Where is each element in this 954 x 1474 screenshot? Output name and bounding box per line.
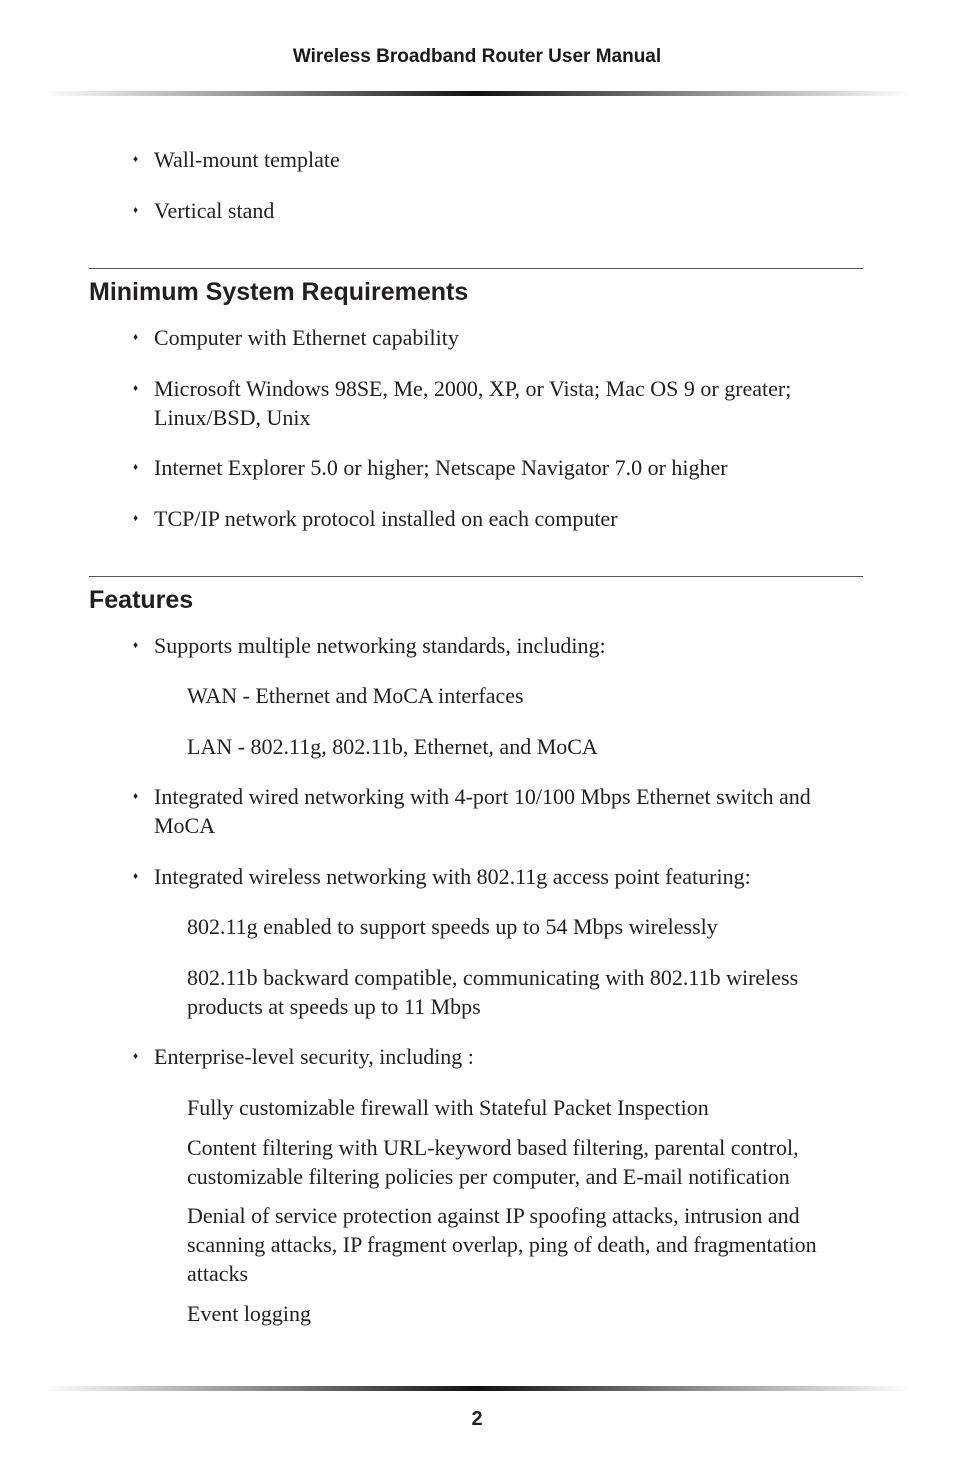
section-heading-requirements: Minimum System Requirements: [89, 278, 469, 306]
list-item: ♦ Integrated wired networking with 4-port 10/100 Mbps Ethernet switch and MoCA: [154, 782, 834, 840]
list-item: ♦ Internet Explorer 5.0 or higher; Netscape Navigator 7.0 or higher: [154, 453, 834, 482]
list-item: ♦ Supports multiple networking standards, including:: [154, 631, 834, 660]
sub-list-item: Denial of service protection against IP spoofing attacks, intrusion and scanning attacks, IP fragment overlap, ping of death, and fragmentation attacks: [187, 1203, 817, 1286]
sub-list-item: WAN - Ethernet and MoCA interfaces: [187, 683, 524, 708]
header-divider: [44, 91, 910, 96]
page-header-title: Wireless Broadband Router User Manual: [292, 46, 662, 67]
list-item: ♦ Integrated wireless networking with 802.11g access point featuring:: [154, 862, 834, 891]
section-rule: [89, 268, 863, 269]
list-item: ♦ TCP/IP network protocol installed on each computer: [154, 504, 834, 533]
list-item: ♦ Enterprise-level security, including :: [154, 1042, 834, 1071]
sub-list-item: 802.11g enabled to support speeds up to 54 Mbps wirelessly: [187, 914, 718, 939]
sub-list-item: LAN - 802.11g, 802.11b, Ethernet, and MoCA: [187, 734, 598, 759]
list-item: ♦ Microsoft Windows 98SE, Me, 2000, XP, or Vista; Mac OS 9 or greater; Linux/BSD, Unix: [154, 374, 834, 432]
list-item: ♦ Vertical stand: [154, 196, 834, 225]
sub-list-item: 802.11b backward compatible, communicating with 802.11b wireless products at speeds up to 11 Mbps: [187, 965, 799, 1019]
sub-list-item: Content filtering with URL-keyword based filtering, parental control, customizable filtering policies per computer, and E-mail notification: [187, 1135, 799, 1189]
section-rule: [89, 576, 863, 577]
list-item: ♦ Computer with Ethernet capability: [154, 323, 834, 352]
page-number: 2: [471, 1408, 483, 1430]
footer-divider: [44, 1386, 910, 1391]
sub-list-item: Fully customizable firewall with Stateful Packet Inspection: [187, 1095, 709, 1120]
sub-list-item: Event logging: [187, 1301, 312, 1326]
section-heading-features: Features: [89, 586, 194, 614]
list-item: ♦ Wall-mount template: [154, 145, 834, 174]
